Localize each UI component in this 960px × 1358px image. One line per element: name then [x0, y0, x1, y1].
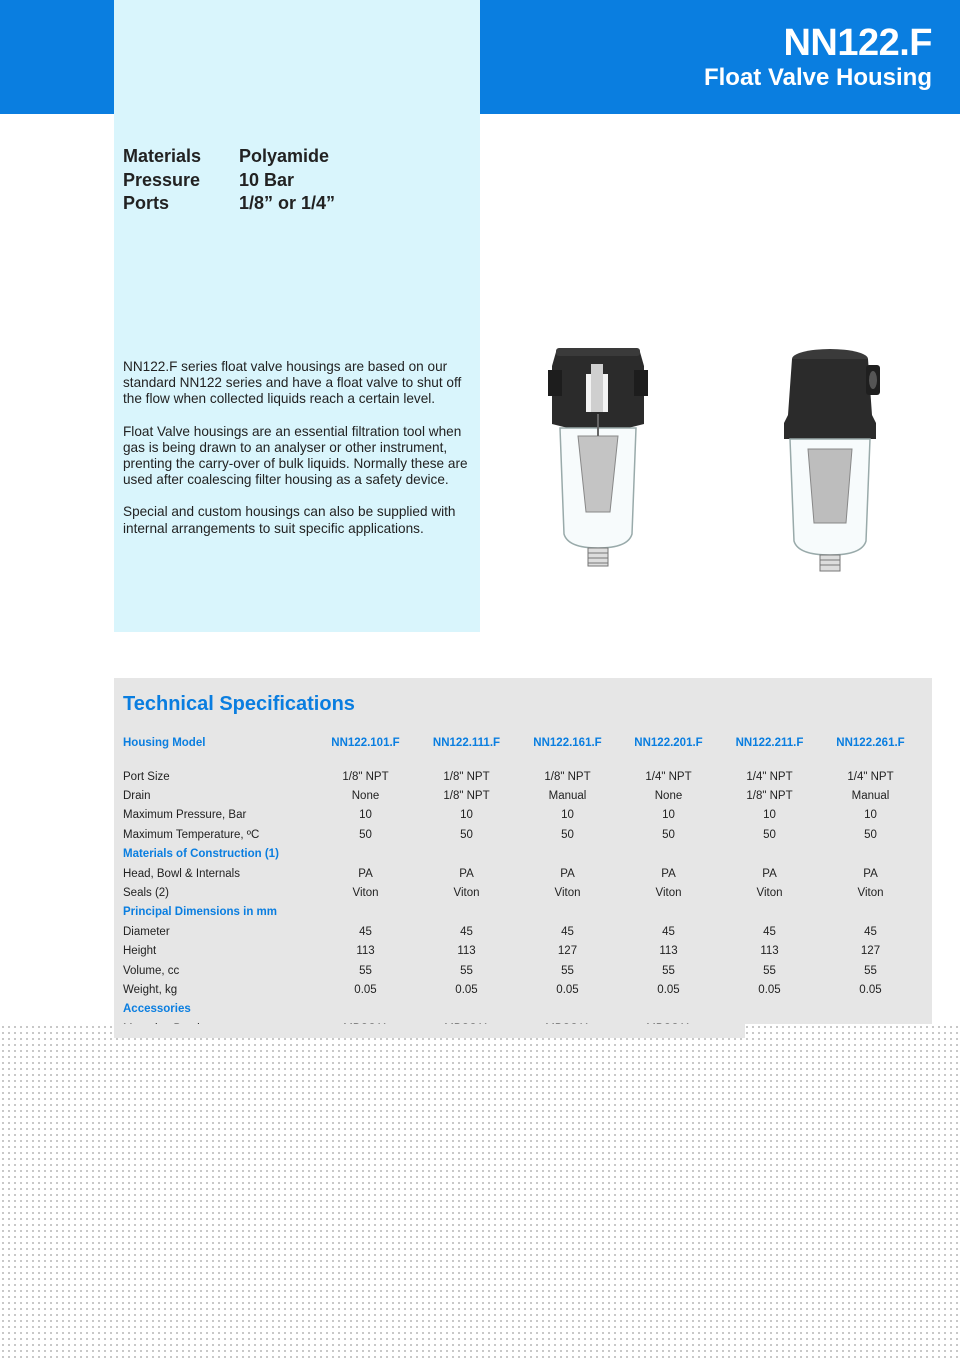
description-paragraph: NN122.F series float valve housings are based on our standard NN122 series and have a float valve to shut off the flow when collected liquids reach a certain level. [123, 359, 462, 407]
spec-value: 50 [763, 828, 776, 841]
spec-value: PA [459, 867, 474, 880]
spec-value: 45 [359, 925, 372, 938]
spec-value: 1/4" NPT [645, 770, 692, 783]
spec-value: 1/4" NPT [746, 770, 793, 783]
quick-spec-key: Materials [123, 146, 202, 166]
spec-value: 10 [561, 809, 574, 822]
model-header: NN122.111.F [432, 737, 501, 749]
description-paragraph: Special and custom housings can also be supplied with internal arrangements to suit specific applications. [123, 504, 456, 536]
spec-value: 113 [659, 945, 678, 958]
spec-row [123, 767, 921, 786]
spec-value: 45 [864, 925, 877, 938]
model-header: NN122.161.F [533, 737, 602, 749]
spec-value: 55 [359, 964, 372, 977]
spec-label: Weight, kg [123, 983, 178, 996]
spec-label: Drain [123, 790, 151, 803]
spec-value: None [351, 790, 380, 803]
spec-value: 50 [460, 828, 473, 841]
spec-value: 1/8" NPT [443, 790, 490, 803]
spec-value: 45 [763, 925, 776, 938]
spec-value: 1/8" NPT [342, 770, 389, 783]
header-banner [480, 0, 960, 114]
quick-specs [123, 146, 335, 217]
cutaway-housing-image [548, 344, 648, 570]
spec-value: 45 [460, 925, 473, 938]
spec-value: 55 [763, 964, 776, 977]
spec-value: 10 [460, 809, 473, 822]
quick-spec-value: 10 Bar [239, 169, 295, 190]
spec-value: Viton [554, 887, 581, 900]
product-name: Float Valve Housing [703, 64, 932, 91]
spec-value: 113 [356, 945, 375, 958]
spec-label: Diameter [123, 925, 170, 938]
spec-value: Viton [352, 887, 379, 900]
quick-spec-row [123, 193, 335, 217]
spec-value: 0.05 [354, 983, 377, 996]
spec-value: 1/8" NPT [443, 770, 490, 783]
spec-value: 50 [561, 828, 574, 841]
spec-value: 50 [359, 828, 372, 841]
spec-row [123, 980, 921, 999]
spec-value: 113 [457, 945, 476, 958]
model-header: NN122.261.F [836, 737, 905, 749]
spec-value: 55 [864, 964, 877, 977]
spec-value: 55 [561, 964, 574, 977]
spec-value: Viton [453, 887, 480, 900]
spec-value: 1/4" NPT [847, 770, 894, 783]
spec-value: PA [762, 867, 777, 880]
spec-value: 127 [860, 945, 881, 958]
spec-label: Port Size [123, 770, 170, 783]
specs-header-label: Housing Model [123, 737, 206, 749]
spec-value: 45 [561, 925, 574, 938]
spec-value: 0.05 [758, 983, 781, 996]
spec-row [123, 883, 921, 902]
spec-value: 10 [662, 809, 675, 822]
spec-label: Maximum Pressure, Bar [123, 809, 247, 822]
spec-row [123, 806, 921, 825]
section-row [123, 845, 921, 864]
spec-value: Viton [756, 887, 783, 900]
quick-spec-row [123, 170, 335, 194]
quick-spec-key: Pressure [123, 169, 201, 190]
model-header: NN122.211.F [735, 737, 804, 749]
spec-value: 10 [359, 809, 372, 822]
section-label: Principal Dimensions in mm [123, 906, 278, 919]
spec-value: Manual [548, 790, 587, 803]
spec-label: Volume, cc [123, 964, 180, 977]
spec-label: Maximum Temperature, ºC [123, 828, 260, 841]
spec-value: None [654, 790, 683, 803]
spec-value: 113 [760, 945, 779, 958]
spec-value: 0.05 [859, 983, 882, 996]
spec-value: 45 [662, 925, 675, 938]
spec-value: PA [358, 867, 373, 880]
spec-row [123, 961, 921, 980]
model-header: NN122.201.F [634, 737, 703, 749]
header-strip [0, 0, 114, 114]
spec-value: 127 [557, 945, 578, 958]
spec-label: Seals (2) [123, 887, 170, 900]
product-description [123, 359, 473, 553]
quick-spec-key: Ports [123, 193, 170, 213]
spec-value: 10 [864, 809, 877, 822]
spec-value: 1/8" NPT [544, 770, 591, 783]
spec-value: 50 [864, 828, 877, 841]
spec-value: 0.05 [657, 983, 680, 996]
product-code: NN122.F [783, 22, 932, 64]
housing-image [780, 345, 884, 573]
spec-value: 0.05 [556, 983, 579, 996]
quick-spec-value: 1/8” or 1/4” [239, 193, 336, 213]
spec-row [123, 864, 921, 883]
section-row [123, 1000, 921, 1019]
spec-value: 0.05 [455, 983, 478, 996]
quick-spec-value: Polyamide [239, 146, 330, 166]
spec-value: Viton [655, 887, 682, 900]
spec-row [123, 942, 921, 961]
section-label: Accessories [123, 1003, 191, 1016]
specs-table [123, 733, 921, 1038]
dotted-overlay-corner [0, 1024, 114, 1038]
model-header: NN122.101.F [331, 737, 400, 749]
spec-value: 50 [662, 828, 675, 841]
description-paragraph: Float Valve housings are an essential filtration tool when gas is being drawn to an analyser or other instrument, prenting the carry-over of bulk liquids. Normally these are used after coalescing filter housing as a safety device. [123, 423, 468, 488]
spec-row [123, 922, 921, 941]
quick-spec-row [123, 146, 335, 170]
section-label: Materials of Construction (1) [123, 848, 279, 861]
spec-value: 55 [460, 964, 473, 977]
dotted-overlay [0, 1024, 960, 1358]
spec-value: Manual [851, 790, 890, 803]
spec-value: 1/8" NPT [746, 790, 793, 803]
spec-value: 55 [662, 964, 675, 977]
spec-value: PA [863, 867, 878, 880]
spec-label: Head, Bowl & Internals [123, 867, 240, 880]
spacer-row [123, 753, 921, 767]
spec-label: Height [123, 945, 157, 958]
section-row [123, 903, 921, 922]
spec-value: 10 [763, 809, 776, 822]
specs-header-row [123, 733, 921, 753]
spec-value: Viton [857, 887, 884, 900]
spec-value: PA [661, 867, 676, 880]
specs-title: Technical Specifications [123, 693, 355, 715]
spec-row [123, 786, 921, 805]
spec-value: PA [560, 867, 575, 880]
header-left-panel [114, 0, 480, 114]
spec-row [123, 825, 921, 844]
